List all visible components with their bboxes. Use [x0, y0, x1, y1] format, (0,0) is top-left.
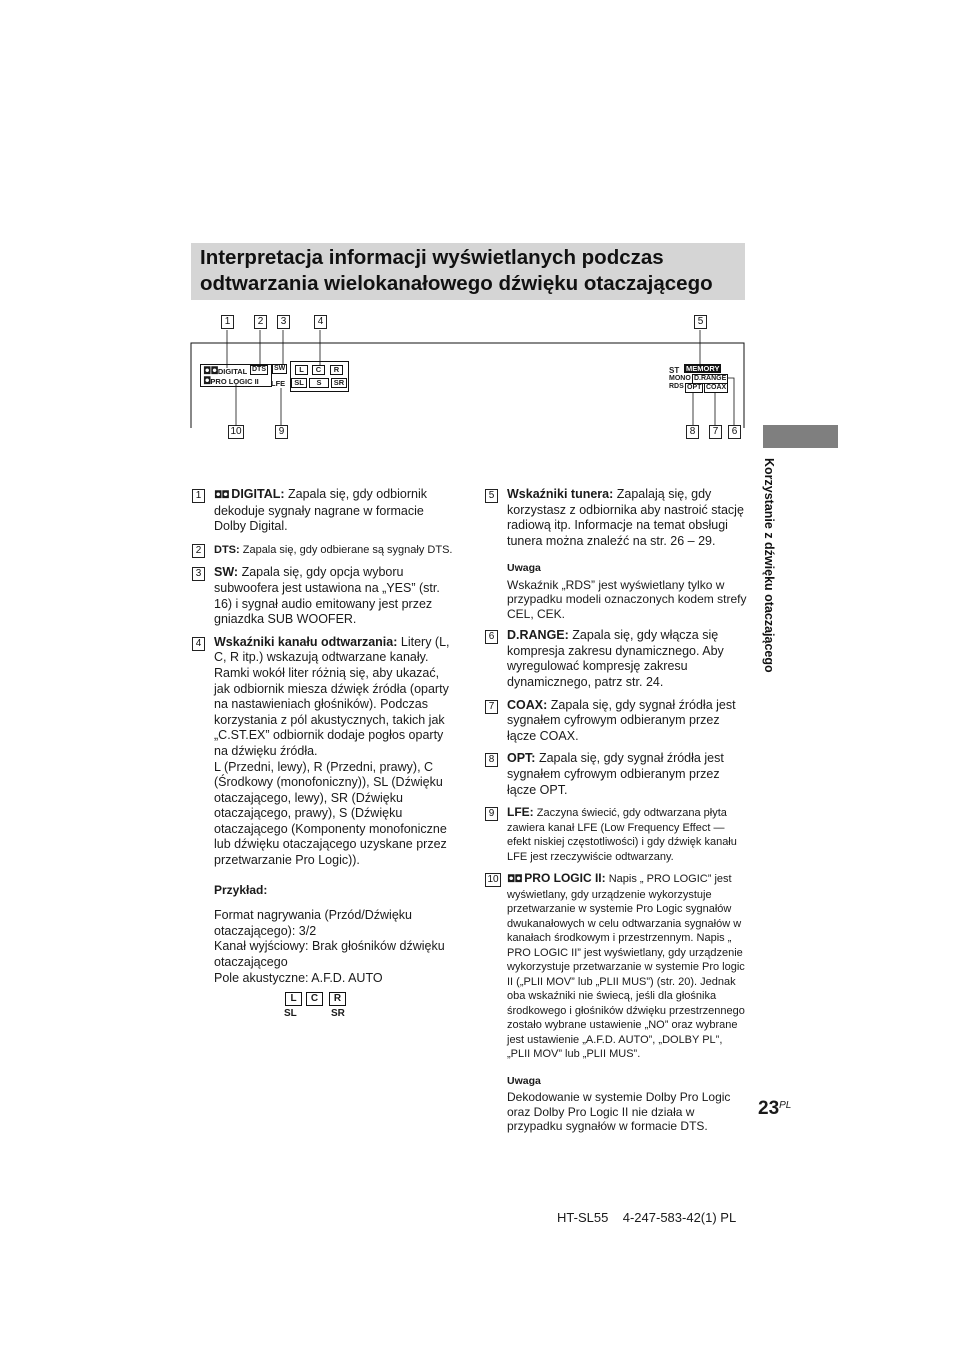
item-5 — [485, 487, 747, 549]
callout-5: 5 — [694, 315, 707, 329]
dts-indicator: DTS — [252, 366, 266, 373]
channel-r: R — [330, 365, 343, 375]
callout-6: 6 — [728, 425, 741, 439]
note-title: Uwaga — [507, 1074, 541, 1087]
item-term: LFE: — [507, 805, 534, 820]
callout-10: 10 — [228, 425, 244, 439]
item-text-2: L (Przedni, lewy), R (Przedni, prawy), C (Środkowy (monofoniczny)), SL (Dźwięku otaczającego, lewy), SR (Dźwięku otaczającego, prawy), S (Dźwięku otaczającego (Komponenty monofoniczne lub dźwięku otaczającego uzyskane przez przetwarzanie Pro Logic)). — [214, 759, 447, 868]
title-line-1: Interpretacja informacji wyświetlanych podczas — [200, 246, 664, 269]
page-suffix: PL — [779, 1100, 792, 1111]
item-term: DTS: — [214, 543, 240, 556]
item-number: 3 — [192, 567, 205, 581]
callout-1: 1 — [221, 315, 234, 329]
item-number: 1 — [192, 489, 205, 503]
item-4 — [192, 635, 454, 869]
st-indicator: ST — [669, 366, 680, 375]
channel-c: C — [312, 365, 325, 375]
decoder-indicators — [200, 364, 272, 387]
example-line-1: Format nagrywania (Przód/Dźwięku otaczającego): 3/2 — [214, 908, 412, 938]
item-number: 2 — [192, 544, 205, 558]
example-line-3: Pole akustyczne: A.F.D. AUTO — [214, 970, 383, 985]
dolby-icon: ◘◘ — [214, 490, 232, 501]
item-text: Zapala się, gdy sygnał źródła jest sygnałem cyfrowym odbieranym przez łącze OPT. — [507, 751, 724, 797]
callout-8: 8 — [686, 425, 699, 439]
note-text: Dekodowanie w systemie Dolby Pro Logic oraz Dolby Pro Logic II nie działa w przypadku sygnałów w formacie DTS. — [507, 1090, 731, 1134]
item-text: Litery (L, C, R itp.) wskazują odtwarzane kanały. Ramki wokół liter różnią się, aby ukazać, jak odbiornik miesza dźwięk źródła (oparty na nastawieniach głośników). Podczas korzystania z pól akustycznych, takich jak „C.ST.EX” odbiornik dodaje pogłos oparty na dźwięku źródła. — [214, 634, 450, 758]
lfe-indicator: LFE — [271, 379, 286, 388]
note-text: Wskaźnik „RDS” jest wyświetlany tylko w przypadku modeli oznaczonych kodem strefy CEL, CEK. — [507, 577, 747, 621]
item-text: Zapala się, gdy sygnał źródła jest sygnałem cyfrowym odbieranym przez łącze COAX. — [507, 697, 736, 743]
note-title: Uwaga — [507, 562, 541, 575]
channel-sl: SL — [291, 378, 307, 388]
dolby-icon: ◘ — [203, 376, 211, 387]
example-line-2: Kanał wyjściowy: Brak głośników dźwięku otaczającego — [214, 939, 445, 970]
item-number: 9 — [485, 807, 498, 821]
callout-4: 4 — [314, 315, 327, 329]
item-6 — [485, 628, 747, 690]
example-sl: SL — [284, 1008, 297, 1019]
callout-2: 2 — [254, 315, 267, 329]
section-label — [762, 458, 782, 718]
coax-indicator: COAX — [706, 384, 727, 391]
callout-3: 3 — [277, 315, 290, 329]
memory-indicator: MEMORY — [686, 364, 720, 373]
item-text: Zapalają się, gdy korzystasz z odbiornika aby nastroić stację radiową itp. Informacje na temat obsługi tunera można znaleźć na str. 26 – 29. — [507, 487, 744, 548]
item-number: 10 — [485, 873, 501, 887]
example-display — [283, 992, 363, 1024]
left-column — [192, 487, 454, 986]
example-c: C — [306, 992, 323, 1006]
item-term: DIGITAL: — [231, 487, 285, 501]
item-8 — [485, 751, 747, 798]
item-number: 5 — [485, 489, 498, 503]
item-number: 8 — [485, 753, 498, 767]
channel-s: S — [309, 378, 329, 388]
item-7 — [485, 698, 747, 745]
item-number: 6 — [485, 630, 498, 644]
item-3 — [192, 565, 454, 627]
item-text: Zaczyna świecić, gdy odtwarzana płyta zawiera kanał LFE (Low Frequency Effect — efekt niskiej częstotliwości) i gdy dźwięk kanału LFE jest rzeczywiście odtwarzany. — [507, 807, 737, 863]
item-text: Zapala się, gdy odbiornik dekoduje sygnały nagrane w formacie Dolby Digital. — [214, 487, 427, 534]
item-term: PRO LOGIC II: — [524, 871, 606, 886]
dolby-icon: ◘◘ — [203, 366, 218, 377]
digital-indicator: ◘◘DIGITAL — [203, 366, 248, 377]
item-text: Zapala się, gdy włącza się kompresja zakresu dynamicznego. Aby wyregulować kompresję zakresu dynamicznego, patrz str. 24. — [507, 628, 724, 689]
item-term: OPT: — [507, 751, 536, 766]
dolby-icon: ◘◘ — [507, 874, 525, 886]
title-line-2: odtwarzania wielokanałowego dźwięku otaczającego — [200, 272, 713, 295]
item-1 — [192, 487, 454, 535]
item-number: 7 — [485, 700, 498, 714]
channel-l: L — [295, 365, 308, 375]
sw-indicator: SW — [274, 365, 286, 372]
item-10 — [485, 871, 747, 1062]
item-2 — [192, 542, 454, 559]
opt-indicator: OPT — [687, 384, 702, 391]
page-title — [200, 245, 740, 297]
example-heading: Przykład: — [214, 882, 268, 897]
right-column — [485, 487, 747, 1133]
callout-9: 9 — [275, 425, 288, 439]
drange-indicator: D.RANGE — [694, 375, 727, 382]
display-diagram — [189, 312, 749, 442]
channel-indicators — [290, 361, 349, 392]
callout-7: 7 — [709, 425, 722, 439]
example-r: R — [329, 992, 346, 1006]
item-term: D.RANGE: — [507, 628, 569, 643]
pro-logic-indicator: ◘PRO LOGIC II — [203, 376, 259, 387]
item-term: Wskaźniki tunera: — [507, 487, 614, 501]
example-block — [214, 883, 454, 987]
example-sr: SR — [331, 1008, 345, 1019]
item-9 — [485, 805, 747, 864]
rds-indicator: RDS — [669, 383, 684, 390]
section-tab — [763, 425, 838, 448]
item-number: 4 — [192, 637, 205, 651]
example-l: L — [285, 992, 302, 1006]
item-term: Wskaźniki kanału odtwarzania: — [214, 634, 398, 649]
item-term: COAX: — [507, 697, 548, 712]
channel-sr: SR — [331, 378, 347, 388]
item-text: Napis „ PRO LOGIC” jest wyświetlany, gdy urządzenie wykorzystuje przetwarzanie w systemie Pro Logic sygnałów dwukanałowych w celu odtwarzania sygnałów w kanałach środkowym i przestrzennym. Napis „ PRO LOGIC II” jest wyświetlany, gdy urządzenie wykorzystuje przetwarzanie w systemie Pro logic II („PLII MOV” lub „PLII MUS”) (str. 20). Jednak oba wskaźniki nie świecą, jeśli dla głośnika środkowego i głośników dźwięku przestrzennego zostało wybrane ustawienie „NO” oraz wybrane jest ustawienie „A.F.D. AUTO”, „DOLBY PL”, „PLII MOV” lub „PLII MUS”. — [507, 873, 745, 1061]
section-label-text: Korzystanie z dźwięku otaczającego — [762, 458, 776, 673]
footer-model: HT-SL55 4-247-583-42(1) PL — [557, 1210, 737, 1225]
item-text: Zapala się, gdy odbierane są sygnały DTS. — [242, 543, 453, 556]
diagram-lines — [189, 312, 749, 442]
item-term: SW: — [214, 565, 239, 580]
mono-indicator: MONO — [669, 375, 691, 382]
page-number: $23^{PL}$ — [758, 1098, 792, 1119]
item-text: Zapala się, gdy opcja wyboru subwoofera jest ustawiona na „YES” (str. 16) i sygnał audio emitowany jest przez gniazdka SUB WOOFER. — [214, 565, 440, 627]
